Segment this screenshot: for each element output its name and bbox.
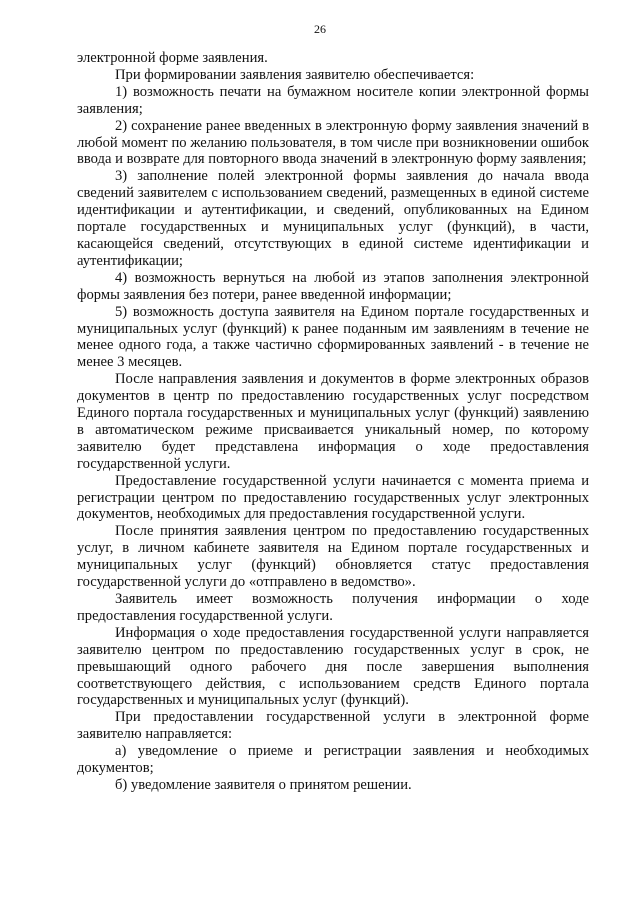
list-item-paragraph: 1) возможность печати на бумажном носителе копии электронной формы заявления; (77, 83, 589, 117)
list-item-paragraph: 5) возможность доступа заявителя на Едином портале государственных и муниципальных услуг (функций) к ранее поданным им заявлениям в течение не менее одного года, а также частично сформированных заявлений - в течение не менее 3 месяцев. (77, 303, 589, 371)
paragraph: Информация о ходе предоставления государственной услуги направляется заявителю центром по предоставлению государственных услуг в срок, не превышающий одного рабочего дня после завершения выполнения соответствующего действия, с использованием средств Единого портала государственных и муниципальных услуг (функций). (77, 624, 589, 709)
paragraph: электронной форме заявления. (77, 50, 268, 66)
paragraph: Предоставление государственной услуги начинается с момента приема и регистрации центром по предоставлению государственных услуг электронных документов, необходимых для предоставления государственной услуги. (77, 472, 589, 523)
list-item-paragraph: 2) сохранение ранее введенных в электронную форму заявления значений в любой момент по желанию пользователя, в том числе при возникновении ошибок ввода и возврате для повторного ввода значений в электронную форму заявления; (77, 117, 589, 168)
list-item-paragraph: а) уведомление о приеме и регистрации заявления и необходимых документов; (77, 743, 589, 777)
paragraph: При формировании заявления заявителю обеспечивается: (115, 66, 475, 83)
list-item-paragraph: б) уведомление заявителя о принятом решении. (115, 776, 412, 793)
list-item-paragraph: 4) возможность вернуться на любой из этапов заполнения электронной формы заявления без потери, ранее введенной информации; (77, 269, 589, 303)
paragraph: После принятия заявления центром по предоставлению государственных услуг, в личном кабинете заявителя на Едином портале государственных и муниципальных услуг (функций) обновляется статус предоставления государственной услуги до «отправлено в ведомство». (77, 523, 589, 591)
paragraph: Заявитель имеет возможность получения информации о ходе предоставления государственной услуги. (77, 591, 589, 624)
page-number: 26 (314, 22, 326, 36)
list-item-paragraph: 3) заполнение полей электронной формы заявления до начала ввода сведений заявителем с использованием сведений, размещенных в единой системе идентификации и аутентификации, и сведений, опубликованных на Едином портале государственных и муниципальных услуг (функций), в части, касающейся сведений, отсутствующих в единой системе идентификации и аутентификации; (77, 168, 589, 269)
document-body (77, 50, 589, 794)
paragraph: При предоставлении государственной услуги в электронной форме заявителю направляется: (77, 709, 589, 743)
paragraph: После направления заявления и документов в форме электронных образов документов в центр по предоставлению государственных услуг посредством Единого портала государственных и муниципальных услуг (функций) заявлению в автоматическом режиме присваивается уникальный номер, по которому заявителю будет представлена информация о ходе предоставления государственной услуги. (77, 371, 589, 472)
